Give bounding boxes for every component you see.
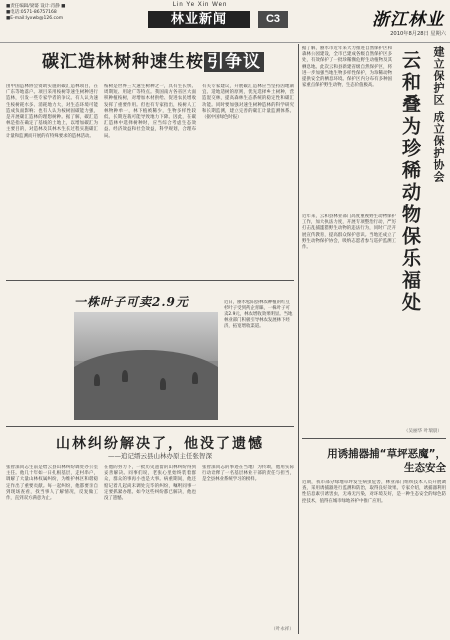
feature-caption: 近日，丽水松阳县林农种植的红豆杉叶子受到药企青睐，一株叶子可卖2.9元，林农增收效果明显。当地林业部门积极引导林农发展林下经济，拓宽增收渠道。 [224, 300, 293, 329]
article2-subtitle: ——追记缙云县山林办原主任张智深 [108, 452, 212, 460]
article2-col3: 张智深同志的事迹在当地广为传颂，他用实际行动诠释了一名基层林业干部的责任与担当，是全县林业系统学习的榜样。 [202, 465, 294, 483]
right-headline-line2: 生态安全 [404, 462, 446, 474]
article1-headline-highlight: 引争议 [204, 52, 264, 72]
article1-col2: 桉树是世界三大速生树种之一，具有生长快、周期短、用途广等特点。我国南方各省区大面积种植桉树，对增加木材供给、促进农民增收发挥了重要作用。但也有专家指出，桉树人工林物种单一，林下植被稀少，生物多样性较低，长期连栽可能导致地力下降。因此，在碳汇造林中选择树种时，应当综合考虑生态效益、经济效益和社会效益，科学规划，合理布局。 [104, 84, 196, 139]
article1-headline-text: 碳汇造林树种速生桉 [42, 52, 204, 72]
tree-icon [94, 374, 100, 386]
right-col-text: 据了解，丽水市近年来大力推进自然保护区和森林公园建设，全市已建成各级自然保护区多处，有效保护了一批珍稀濒危野生动植物及其栖息地。此次云和县新建省级自然保护区，将进一步加强当地生物多样性保护，为珍稀动物提供安全的栖息环境。保护区内分布有多种国家重点保护野生动物，生态价值极高。 [302, 46, 392, 89]
article2-col2: 在他的努力下，一批历史遗留的山林纠纷得到妥善解决。同事们说，老张心里始终装着群众，群众的事再小也是大事。病重期间，他还惦记着几起尚未调处完毕的纠纷，嘱咐同事一定要抓紧办理。如今这些纠纷都已解决，他也没了遗憾。 [104, 465, 196, 502]
right-article-headline [298, 447, 446, 475]
article1-headline [18, 46, 288, 78]
divider [6, 426, 294, 427]
issue-date: 2010年8月28日 星期六 [390, 31, 446, 37]
tree-icon [192, 372, 198, 384]
article1-col3: 有关专家建议，开展碳汇造林应当坚持因地制宜、适地适树的原则，优先选择乡土树种，营造混交林，提高森林生态系统的稳定性和碳汇功能。同时要加强对速生树种造林的科学研究和长期监测，建立完善的碳汇计量监测体系。（据中国绿色时报） [202, 84, 294, 121]
section-pinyin: Lin Ye Xin Wen [172, 2, 228, 8]
tree-icon [122, 370, 128, 382]
divider [302, 438, 446, 439]
article2-col1: 张智深同志生前是缙云县山林纠纷调处办公室主任。他几十年如一日扎根基层，走村串户，调解了大量山林权属纠纷，为维护林区和谐稳定作出了重要贡献。每一起纠纷，他都要亲自到现场查看，找当事人了解情况，反复做工作，直到双方满意为止。 [6, 465, 98, 502]
masthead-contact-line: ■E-mail:lyxwb@126.com [6, 16, 64, 21]
masthead [0, 0, 450, 43]
right-col-text2: 近年来，云和县林业部门高度重视野生动物保护工作，加大执法力度，开展专项整治行动，严厉打击乱捕滥猎野生动物的违法行为，同时广泛开展宣传教育，提高群众保护意识。当地还成立了野生动物保护协会，吸纳志愿者参与巡护监测工作。 [302, 214, 396, 251]
page-number: C3 [258, 11, 288, 28]
right-col-text3: 近期，我市部分绿地草坪发生病虫危害，林业部门组织技术人员开展调查，采用诱捕器进行监测和防治，取得良好效果。专家介绍，诱捕器利用性信息素引诱害虫，无毒无污染，对环境友好，是一种生态安全的绿色防控技术，值得在城市绿地养护中推广应用。 [302, 480, 446, 504]
article2-headline: 山林纠纷解决了，他没了遗憾 [56, 436, 264, 452]
newspaper-name: 浙江林业 [372, 10, 444, 30]
divider [6, 280, 294, 281]
section-title: 林业新闻 [148, 11, 250, 28]
right-headline: 云和叠为珍稀动物保乐福处 [399, 50, 421, 314]
right-kicker: 建立保护区 成立保护协会 [432, 46, 445, 183]
masthead-contact [6, 4, 96, 22]
right-author: （吴丽华 叶瑞晨） [403, 429, 442, 434]
masthead-contact-line: ■电话:0571-86757168 [6, 10, 57, 15]
masthead-contact-line: ■责任编辑/梁婆 设计:肖静 ■ [6, 4, 66, 9]
article2-author: （叶永祥） [271, 627, 294, 632]
feature-photo [74, 312, 218, 420]
feature-headline: 一株叶子可卖2.9元 [74, 295, 189, 309]
article1-col1: 由中国造林协会资助实施的碳汇造林项目，在广东等地落户。项目采用桉树等速生树种进行造林，引发一些专家学者的争议。有人认为速生桉树耗水多、消耗地力大，对生态环境可能造成负面影响；也有人认为桉树固碳能力强，是开展碳汇造林的理想树种。据了解，碳汇造林是指在确定了基线的土地上，以增加碳汇为主要目的，对造林及其林木生长过程实施碳汇计量和监测而开展的有特殊要求的造林活动。 [6, 84, 98, 139]
tree-icon [160, 378, 166, 390]
right-headline-line1: 用诱捕器捕“草坪恶魔”， [327, 448, 446, 460]
column-divider [298, 44, 299, 634]
